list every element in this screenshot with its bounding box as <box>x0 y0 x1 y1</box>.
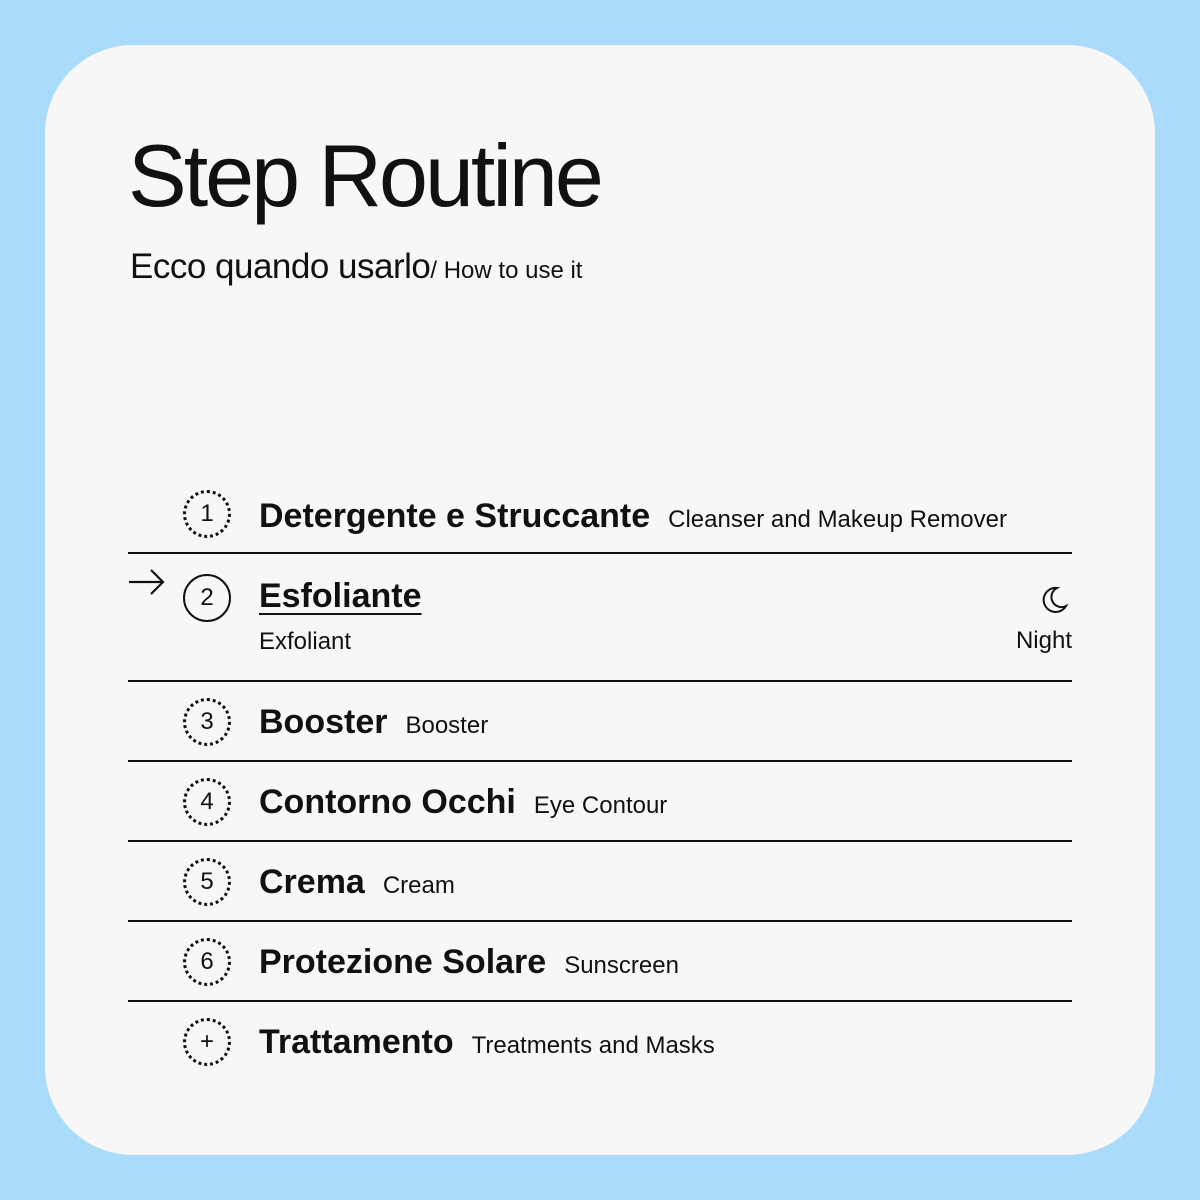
step-name-3: Booster <box>259 703 388 741</box>
step-name-7: Trattamento <box>259 1023 454 1061</box>
step-badge-plus: + <box>183 1018 231 1066</box>
time-of-day: Night <box>1015 627 1072 654</box>
step-row-3[interactable] <box>128 682 1072 762</box>
subtitle <box>130 247 582 287</box>
step-name-1: Detergente e Struccante <box>259 497 651 535</box>
step-badge-1: 1 <box>183 490 231 538</box>
step-badge-2: 2 <box>183 574 231 622</box>
step-name-en-6: Sunscreen <box>564 952 679 979</box>
step-row-2[interactable] <box>128 554 1072 682</box>
step-list <box>128 484 1072 1082</box>
step-label-1 <box>259 498 1007 535</box>
arrow-right-icon <box>128 568 166 596</box>
step-row-1[interactable] <box>128 484 1072 554</box>
step-name-2[interactable]: Esfoliante <box>259 577 422 615</box>
step-badge-3: 3 <box>183 698 231 746</box>
step-label-7 <box>259 1024 715 1061</box>
step-name-5: Crema <box>259 863 365 901</box>
step-label-5 <box>259 864 455 901</box>
step-row-5[interactable] <box>128 842 1072 922</box>
step-badge-6: 6 <box>183 938 231 986</box>
subtitle-english: / How to use it <box>430 257 583 284</box>
step-row-7[interactable] <box>128 1002 1072 1082</box>
step-name-en-1: Cleanser and Makeup Remover <box>668 506 1007 533</box>
step-label-6 <box>259 944 679 981</box>
step-name-4: Contorno Occhi <box>259 783 516 821</box>
step-name-en-5: Cream <box>382 872 455 899</box>
step-name-6: Protezione Solare <box>259 943 547 981</box>
step-label-3 <box>259 704 488 741</box>
step-name-en-3: Booster <box>405 712 489 739</box>
step-badge-4: 4 <box>183 778 231 826</box>
step-row-6[interactable] <box>128 922 1072 1002</box>
step-label-4 <box>259 784 667 821</box>
subtitle-italian: Ecco quando usarlo <box>130 247 431 286</box>
page-title: Step Routine <box>128 126 601 225</box>
step-name-en-4: Eye Contour <box>533 792 668 819</box>
moon-icon <box>1038 584 1070 616</box>
step-row-4[interactable] <box>128 762 1072 842</box>
step-badge-5: 5 <box>183 858 231 906</box>
step-name-en-2: Exfoliant <box>259 628 352 655</box>
step-name-en-7: Treatments and Masks <box>471 1032 715 1059</box>
